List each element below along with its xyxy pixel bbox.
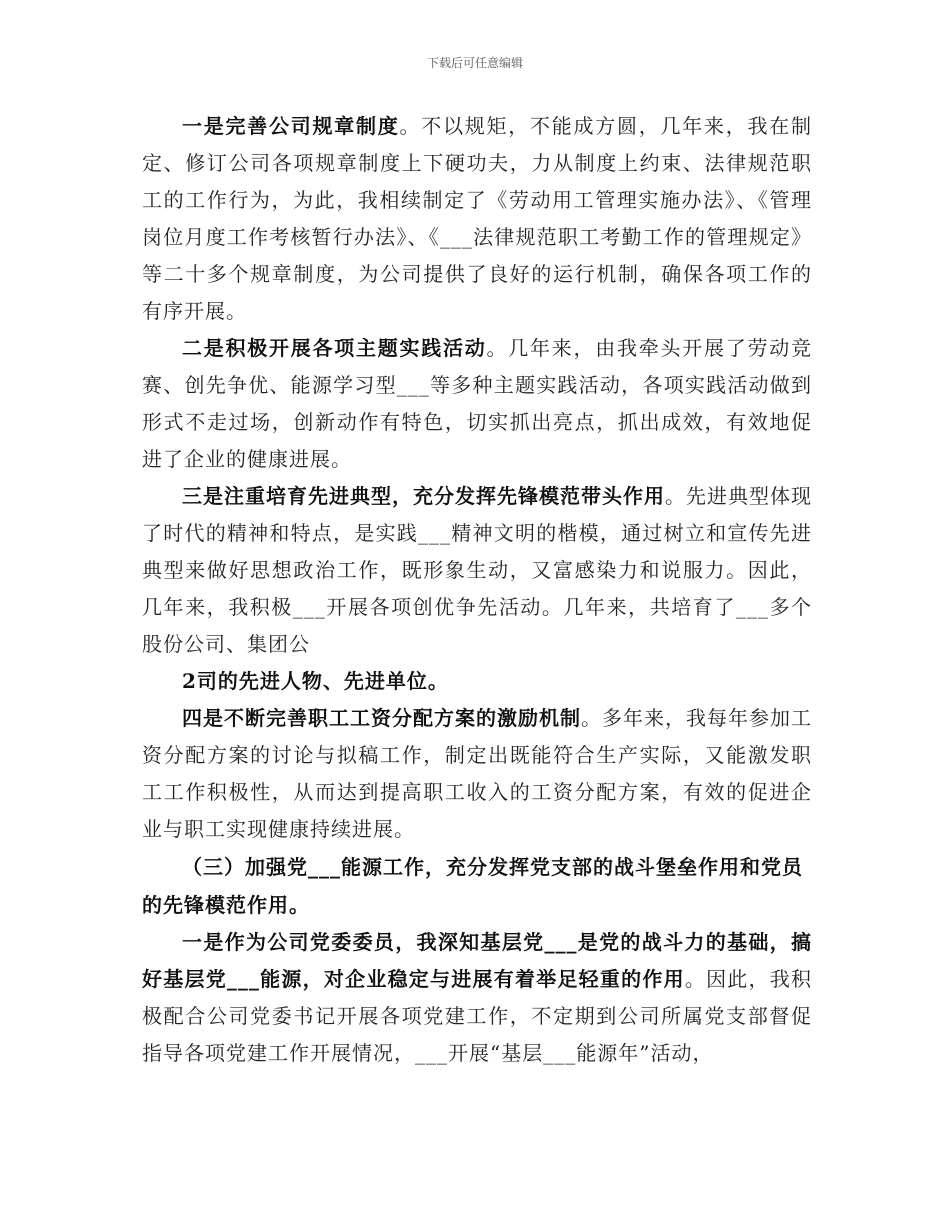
paragraph-5 <box>142 700 812 848</box>
paragraph-5-lead: 四是不断完善职工工资分配方案的激励机制 <box>182 706 581 730</box>
paragraph-6 <box>142 924 812 1072</box>
paragraph-1 <box>142 108 812 330</box>
paragraph-3-lead: 三是注重培育先进典型，充分发挥先锋模范带头作用 <box>182 484 665 508</box>
section-heading: （三）加强党___能源工作，充分发挥党支部的战斗堡垒作用和党员的先锋模范作用。 <box>142 855 803 917</box>
paragraph-1-text: 。不以规矩，不能成方圆，几年来，我在制定、修订公司各项规章制度上下硬功夫，力从制度上约束、法律规范职工的工作行为，为此，我相续制定了《劳动用工管理实施办法》、《管理岗位月度工作考核暂行办法》、《___法律规范职工考勤工作的管理规定》等二十多个规章制度，为公司提供了良好的运行机制，确保各项工作的有序开展。 <box>142 114 812 323</box>
paragraph-2-lead: 二是积极开展各项主题实践活动 <box>182 336 487 360</box>
paragraph-2 <box>142 330 812 478</box>
paragraph-4-lead: 2司的先进人物、先进单位。 <box>182 669 449 693</box>
paragraph-2-text: 。几年来，由我牵头开展了劳动竞赛、创先争优、能源学习型___等多种主题实践活动，各项实践活动做到形式不走过场，创新动作有特色，切实抓出亮点，抓出成效，有效地促进了企业的健康进展。 <box>142 336 812 471</box>
paragraph-6-lead: 一是作为公司党委委员，我深知基层党___是党的战斗力的基础，搞好基层党___能源，对企业稳定与进展有着举足轻重的作用 <box>142 930 812 991</box>
paragraph-5-text: 。多年来，我每年参加工资分配方案的讨论与拟稿工作，制定出既能符合生产实际，又能激发职工工作积极性，从而达到提高职工收入的工资分配方案，有效的促进企业与职工实现健康持续进展。 <box>142 706 812 841</box>
paragraph-6-text: 。因此，我积极配合公司党委书记开展各项党建工作，不定期到公司所属党支部督促指导各项党建工作开展情况，___开展“基层___能源年”活动， <box>142 967 813 1065</box>
page-header: 下载后可任意编辑 <box>426 56 523 70</box>
paragraph-4 <box>142 663 812 700</box>
paragraph-1-lead: 一是完善公司规章制度 <box>182 114 400 138</box>
paragraph-3-text: 。先进典型体现了时代的精神和特点，是实践___精神文明的楷模，通过树立和宣传先进典型来做好思想政治工作，既形象生动，又富感染力和说服力。因此，几年来，我积极___开展各项创优争先活动。几年来，共培育了___多个股份公司、集团公 <box>142 484 812 656</box>
document-body <box>142 108 812 1072</box>
paragraph-3 <box>142 478 812 663</box>
